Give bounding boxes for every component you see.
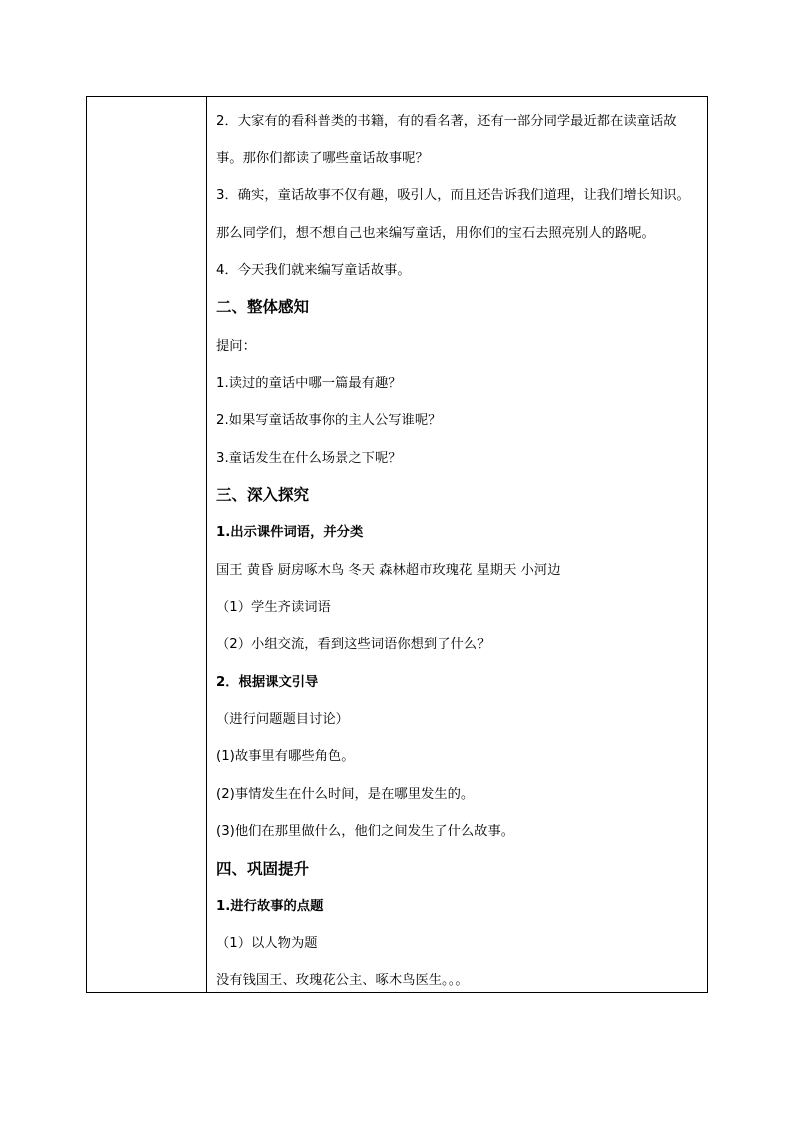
text-line: (2)事情发生在什么时间，是在哪里发生的。	[216, 787, 475, 802]
table-left-cell	[87, 97, 207, 992]
text-line: （1）以人物为题	[216, 936, 318, 951]
section-heading: 四、巩固提升	[216, 860, 310, 878]
text-line: 4．今天我们就来编写童话故事。	[216, 263, 411, 278]
text-line: 事。那你们都读了哪些童话故事呢？	[216, 151, 429, 166]
text-line: 2．大家有的看科普类的书籍，有的看名著，还有一部分同学最近都在读童话故	[216, 114, 677, 129]
lesson-table	[86, 96, 708, 993]
subheading: 2．根据课文引导	[216, 675, 319, 690]
text-line: 国王 黄昏 厨房啄木鸟 冬天 森林超市玫瑰花 星期天 小河边	[216, 563, 561, 578]
subheading: 1.进行故事的点题	[216, 899, 324, 914]
subheading: 1.出示课件词语，并分类	[216, 525, 364, 540]
text-line: 没有钱国王、玫瑰花公主、啄木鸟医生。。。	[216, 973, 469, 988]
text-line: 3.童话发生在什么场景之下呢？	[216, 451, 402, 466]
table-content-cell	[207, 97, 707, 992]
text-line: （2）小组交流，看到这些词语你想到了什么？	[216, 637, 491, 652]
text-line: 3．确实，童话故事不仅有趣，吸引人，而且还告诉我们道理，让我们增长知识。	[216, 188, 690, 203]
text-line: 2.如果写童话故事你的主人公写谁呢？	[216, 413, 442, 428]
text-line: 提问：	[216, 339, 256, 354]
text-line: 那么同学们，想不想自己也来编写童话，用你们的宝石去照亮别人的路呢。	[216, 226, 655, 241]
text-line: (1)故事里有哪些角色。	[216, 749, 355, 764]
section-heading: 二、整体感知	[216, 298, 310, 316]
text-line: 1.读过的童话中哪一篇最有趣？	[216, 376, 402, 391]
section-heading: 三、深入探究	[216, 486, 310, 504]
text-line: （进行问题题目讨论）	[216, 712, 349, 727]
text-line: (3)他们在那里做什么，他们之间发生了什么故事。	[216, 824, 515, 839]
text-line: （1）学生齐读词语	[216, 600, 331, 615]
